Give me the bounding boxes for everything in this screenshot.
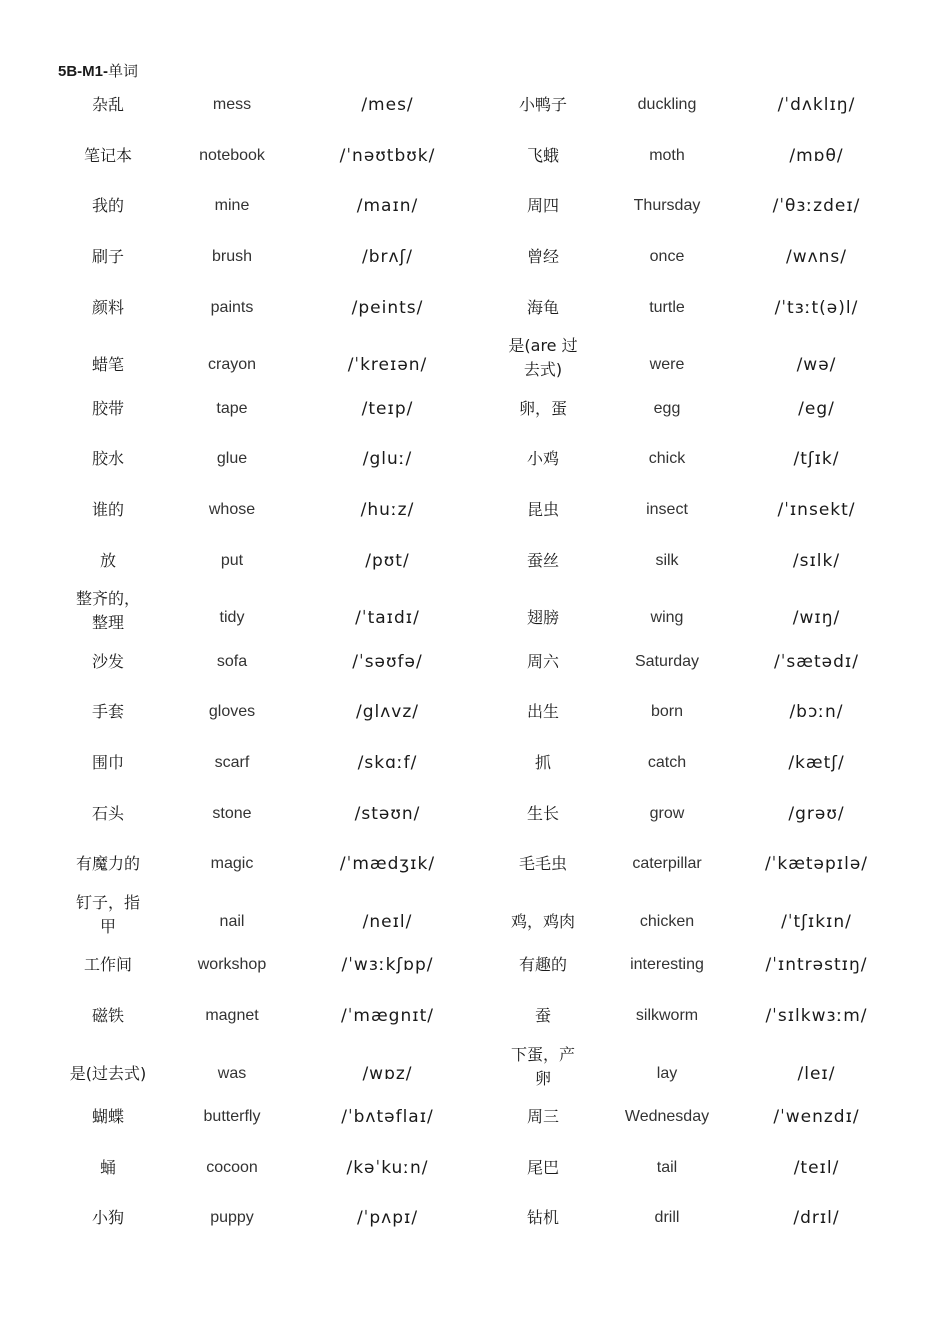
chinese-meaning-right-text: 翅膀 xyxy=(526,608,559,628)
english-word-right-text: Wednesday xyxy=(624,1108,710,1126)
chinese-meaning-text: 整齐的，整理 xyxy=(75,589,140,633)
english-word-right-text: lay xyxy=(656,1064,678,1082)
chinese-meaning xyxy=(46,890,170,941)
phonetic-text: /neɪl/ xyxy=(362,911,413,932)
english-word-right-text: born xyxy=(650,703,684,721)
chinese-meaning-right-text: 有趣的 xyxy=(518,955,567,975)
english-word-right-text: tail xyxy=(656,1158,678,1176)
english-word-text: stone xyxy=(212,804,252,822)
english-word-text: magnet xyxy=(205,1006,259,1024)
english-word-right xyxy=(605,1193,729,1244)
table-row xyxy=(46,940,904,991)
english-word xyxy=(170,1092,294,1143)
english-word-right-text: chicken xyxy=(639,912,695,930)
table-row xyxy=(46,80,904,131)
chinese-meaning-right-text: 蚕丝 xyxy=(526,550,559,570)
chinese-meaning-right xyxy=(481,485,605,536)
table-row xyxy=(46,586,904,637)
chinese-meaning-right-text: 下蛋，产卵 xyxy=(510,1044,575,1088)
chinese-meaning xyxy=(46,232,170,283)
english-word-right xyxy=(605,788,729,839)
phonetic-right-text: /tʃɪk/ xyxy=(793,449,840,470)
phonetic xyxy=(294,1034,481,1099)
english-word-right xyxy=(605,637,729,688)
english-word-right-text: Thursday xyxy=(633,197,701,215)
phonetic-right xyxy=(729,181,904,232)
chinese-meaning-text: 钉子，指甲 xyxy=(75,892,140,936)
chinese-meaning xyxy=(46,1142,170,1193)
english-word-right xyxy=(605,883,729,948)
english-word-text: whose xyxy=(208,501,256,519)
phonetic xyxy=(294,485,481,536)
chinese-meaning-right-text: 小鸡 xyxy=(526,449,559,469)
phonetic-right-text: /sɪlk/ xyxy=(792,550,841,571)
chinese-meaning xyxy=(46,485,170,536)
phonetic-right-text: /ˈdʌklɪŋ/ xyxy=(777,95,856,116)
english-word-right xyxy=(605,579,729,644)
phonetic-right-text: /grəʊ/ xyxy=(788,803,845,824)
phonetic xyxy=(294,384,481,435)
english-word-right-text: insect xyxy=(646,501,688,519)
english-word xyxy=(170,384,294,435)
chinese-meaning-right xyxy=(481,1092,605,1143)
chinese-meaning-right-text: 周六 xyxy=(526,651,559,671)
table-row xyxy=(46,485,904,536)
chinese-meaning xyxy=(46,181,170,232)
chinese-meaning-right-text: 抓 xyxy=(534,753,551,773)
chinese-meaning-text: 蜡笔 xyxy=(91,355,124,375)
phonetic-right-text: /kætʃ/ xyxy=(788,753,845,774)
english-word-right-text: once xyxy=(649,248,685,266)
english-word-text: paints xyxy=(210,298,254,316)
chinese-meaning-text: 工作间 xyxy=(83,955,132,975)
phonetic xyxy=(294,80,481,131)
table-row xyxy=(46,788,904,839)
phonetic-right xyxy=(729,1034,904,1099)
chinese-meaning-text: 沙发 xyxy=(91,651,124,671)
chinese-meaning xyxy=(46,131,170,182)
phonetic-text: /ˈnəʊtbʊk/ xyxy=(339,145,436,166)
english-word-right-text: silk xyxy=(655,551,679,569)
chinese-meaning-text: 颜料 xyxy=(91,297,124,317)
english-word-right xyxy=(605,80,729,131)
table-row xyxy=(46,333,904,384)
chinese-meaning xyxy=(46,434,170,485)
english-word-text: brush xyxy=(211,248,253,266)
chinese-meaning xyxy=(46,535,170,586)
chinese-meaning xyxy=(46,788,170,839)
english-word-text: nail xyxy=(219,912,245,930)
phonetic-text: /mes/ xyxy=(361,95,414,116)
english-word-right-text: interesting xyxy=(630,956,704,974)
english-word-right-text: silkworm xyxy=(635,1006,699,1024)
phonetic-right xyxy=(729,485,904,536)
english-word xyxy=(170,485,294,536)
chinese-meaning-text: 笔记本 xyxy=(83,145,132,165)
phonetic-right-text: /wɪŋ/ xyxy=(792,608,841,629)
table-row xyxy=(46,1142,904,1193)
page-title-label: 单词 xyxy=(108,62,139,80)
english-word xyxy=(170,181,294,232)
english-word xyxy=(170,883,294,948)
chinese-meaning-right xyxy=(481,181,605,232)
phonetic-right-text: /teɪl/ xyxy=(793,1157,840,1178)
chinese-meaning-right xyxy=(481,232,605,283)
vocab-table xyxy=(46,80,904,1244)
chinese-meaning-text: 手套 xyxy=(91,702,124,722)
phonetic xyxy=(294,434,481,485)
chinese-meaning xyxy=(46,839,170,890)
chinese-meaning-text: 有魔力的 xyxy=(75,854,140,874)
english-word-right xyxy=(605,687,729,738)
chinese-meaning-right xyxy=(481,131,605,182)
english-word-text: tidy xyxy=(219,609,245,627)
phonetic-text: /kəˈkuːn/ xyxy=(346,1157,429,1178)
chinese-meaning-right-text: 钻机 xyxy=(526,1208,559,1228)
chinese-meaning-text: 刷子 xyxy=(91,247,124,267)
table-row xyxy=(46,1041,904,1092)
table-row xyxy=(46,384,904,435)
phonetic-right-text: /eg/ xyxy=(798,398,835,419)
phonetic-text: /ˈtaɪdɪ/ xyxy=(355,608,420,629)
english-word-right-text: duckling xyxy=(637,96,697,114)
chinese-meaning-text: 杂乱 xyxy=(91,95,124,115)
english-word-right xyxy=(605,485,729,536)
phonetic xyxy=(294,1092,481,1143)
page-title-code: 5B-M1- xyxy=(58,63,109,80)
phonetic-text: /ˈmædʒɪk/ xyxy=(339,854,436,875)
chinese-meaning xyxy=(46,1034,170,1099)
english-word-right xyxy=(605,1142,729,1193)
english-word xyxy=(170,687,294,738)
phonetic xyxy=(294,131,481,182)
english-word-right-text: turtle xyxy=(649,298,685,316)
phonetic xyxy=(294,687,481,738)
chinese-meaning-text: 围巾 xyxy=(91,753,124,773)
english-word-text: scarf xyxy=(214,754,250,772)
chinese-meaning xyxy=(46,326,170,391)
phonetic-text: /ˈbʌtəflaɪ/ xyxy=(341,1107,434,1128)
english-word-text: puppy xyxy=(210,1209,254,1227)
chinese-meaning-right-text: 出生 xyxy=(526,702,559,722)
chinese-meaning-right-text: 小鸭子 xyxy=(518,95,567,115)
phonetic-text: /brʌʃ/ xyxy=(361,247,413,268)
phonetic xyxy=(294,181,481,232)
chinese-meaning-text: 石头 xyxy=(91,803,124,823)
phonetic xyxy=(294,1193,481,1244)
phonetic-right-text: /mɒθ/ xyxy=(789,145,844,166)
phonetic xyxy=(294,940,481,991)
phonetic-text: /ˈpʌpɪ/ xyxy=(356,1208,419,1229)
chinese-meaning-right xyxy=(481,434,605,485)
chinese-meaning xyxy=(46,586,170,637)
phonetic-text: /ˈsəʊfə/ xyxy=(352,651,423,672)
chinese-meaning-right-text: 昆虫 xyxy=(526,500,559,520)
chinese-meaning-text: 是(过去式) xyxy=(69,1063,147,1083)
english-word-text: sofa xyxy=(216,652,248,670)
phonetic-text: /maɪn/ xyxy=(356,196,419,217)
phonetic-right-text: /ˈkætəpɪlə/ xyxy=(764,854,869,875)
phonetic xyxy=(294,232,481,283)
phonetic-right xyxy=(729,637,904,688)
phonetic-right-text: /ˈθɜːzdeɪ/ xyxy=(772,196,861,217)
english-word-text: mess xyxy=(212,96,252,114)
english-word-right-text: drill xyxy=(654,1209,680,1227)
chinese-meaning-text: 谁的 xyxy=(91,500,124,520)
english-word xyxy=(170,579,294,644)
english-word xyxy=(170,80,294,131)
phonetic-text: /ˈkreɪən/ xyxy=(347,355,428,376)
english-word-text: tape xyxy=(216,399,248,417)
english-word-right xyxy=(605,326,729,391)
english-word-right-text: egg xyxy=(653,399,681,417)
english-word-right-text: catch xyxy=(647,754,687,772)
phonetic-right xyxy=(729,80,904,131)
chinese-meaning-right xyxy=(481,738,605,789)
chinese-meaning-text: 胶带 xyxy=(91,398,124,418)
english-word-right xyxy=(605,181,729,232)
phonetic xyxy=(294,326,481,391)
phonetic-right xyxy=(729,232,904,283)
phonetic-right-text: /wə/ xyxy=(796,355,837,376)
chinese-meaning-right-text: 飞蛾 xyxy=(526,145,559,165)
english-word-right xyxy=(605,131,729,182)
english-word-right-text: Saturday xyxy=(634,652,700,670)
english-word-text: gloves xyxy=(208,703,256,721)
phonetic-right xyxy=(729,434,904,485)
chinese-meaning-right xyxy=(481,579,605,644)
chinese-meaning-right xyxy=(481,1041,605,1092)
table-row xyxy=(46,738,904,789)
phonetic-text: /ˈmægnɪt/ xyxy=(341,1005,434,1026)
chinese-meaning-right-text: 周四 xyxy=(526,196,559,216)
table-row xyxy=(46,131,904,182)
phonetic xyxy=(294,788,481,839)
english-word-right-text: chick xyxy=(648,450,686,468)
chinese-meaning xyxy=(46,637,170,688)
phonetic-right-text: /wʌns/ xyxy=(785,247,848,268)
phonetic-right xyxy=(729,788,904,839)
phonetic-text: /gluː/ xyxy=(362,449,413,470)
chinese-meaning-right-text: 毛毛虫 xyxy=(518,854,567,874)
chinese-meaning-text: 磁铁 xyxy=(91,1005,124,1025)
chinese-meaning-right-text: 曾经 xyxy=(526,247,559,267)
phonetic-text: /peints/ xyxy=(351,297,424,318)
english-word xyxy=(170,326,294,391)
chinese-meaning-right-text: 鸡，鸡肉 xyxy=(510,911,575,931)
english-word-text: workshop xyxy=(197,956,267,974)
table-row xyxy=(46,1092,904,1143)
table-row xyxy=(46,434,904,485)
english-word-right xyxy=(605,1092,729,1143)
phonetic-right-text: /ˈtʃɪkɪn/ xyxy=(781,911,852,932)
chinese-meaning xyxy=(46,80,170,131)
chinese-meaning-right xyxy=(481,991,605,1042)
phonetic xyxy=(294,579,481,644)
chinese-meaning-right xyxy=(481,788,605,839)
chinese-meaning xyxy=(46,1193,170,1244)
table-row xyxy=(46,890,904,941)
english-word xyxy=(170,940,294,991)
chinese-meaning-right-text: 尾巴 xyxy=(526,1157,559,1177)
table-row xyxy=(46,181,904,232)
chinese-meaning-text: 蝴蝶 xyxy=(91,1107,124,1127)
chinese-meaning-right xyxy=(481,333,605,384)
english-word xyxy=(170,1142,294,1193)
phonetic-text: /ˈwɜːkʃɒp/ xyxy=(341,955,434,976)
phonetic xyxy=(294,637,481,688)
phonetic-right xyxy=(729,1193,904,1244)
phonetic-text: /skɑːf/ xyxy=(357,753,418,774)
english-word-text: put xyxy=(220,551,244,569)
phonetic xyxy=(294,883,481,948)
chinese-meaning-right-text: 蚕 xyxy=(534,1005,551,1025)
chinese-meaning-right xyxy=(481,384,605,435)
chinese-meaning-right xyxy=(481,940,605,991)
english-word xyxy=(170,434,294,485)
english-word xyxy=(170,738,294,789)
chinese-meaning-text: 我的 xyxy=(91,196,124,216)
phonetic-text: /stəʊn/ xyxy=(354,803,421,824)
chinese-meaning-right-text: 海龟 xyxy=(526,297,559,317)
chinese-meaning-text: 放 xyxy=(99,550,116,570)
chinese-meaning xyxy=(46,687,170,738)
phonetic-right xyxy=(729,1092,904,1143)
phonetic-right-text: /ˈsɪlkwɜːm/ xyxy=(765,1005,868,1026)
english-word-text: glue xyxy=(216,450,248,468)
english-word-text: notebook xyxy=(199,146,265,164)
chinese-meaning-right xyxy=(481,1193,605,1244)
english-word-right xyxy=(605,940,729,991)
phonetic-right-text: /ˈtɜːt(ə)l/ xyxy=(774,297,859,318)
english-word-text: butterfly xyxy=(203,1108,261,1126)
english-word xyxy=(170,788,294,839)
english-word-right xyxy=(605,232,729,283)
chinese-meaning-right xyxy=(481,687,605,738)
phonetic-right xyxy=(729,384,904,435)
chinese-meaning-text: 胶水 xyxy=(91,449,124,469)
phonetic-right xyxy=(729,1142,904,1193)
english-word-right xyxy=(605,1034,729,1099)
english-word-right-text: caterpillar xyxy=(632,855,702,873)
table-row xyxy=(46,637,904,688)
phonetic-right-text: /bɔːn/ xyxy=(789,702,844,723)
chinese-meaning-right xyxy=(481,1142,605,1193)
chinese-meaning-right xyxy=(481,80,605,131)
table-row xyxy=(46,687,904,738)
phonetic-text: /glʌvz/ xyxy=(355,702,419,723)
phonetic-right xyxy=(729,131,904,182)
english-word-right xyxy=(605,434,729,485)
chinese-meaning-right xyxy=(481,282,605,333)
phonetic-right xyxy=(729,579,904,644)
chinese-meaning-right-text: 周三 xyxy=(526,1107,559,1127)
phonetic-text: /pʊt/ xyxy=(365,550,410,571)
english-word-right-text: were xyxy=(649,356,685,374)
phonetic-right xyxy=(729,883,904,948)
table-row xyxy=(46,1193,904,1244)
english-word-text: cocoon xyxy=(206,1158,258,1176)
phonetic-right-text: /ˈsætədɪ/ xyxy=(774,651,859,672)
chinese-meaning-right-text: 卵，蛋 xyxy=(518,398,567,418)
english-word-text: crayon xyxy=(207,356,257,374)
phonetic-text: /teɪp/ xyxy=(361,398,414,419)
chinese-meaning-right xyxy=(481,883,605,948)
chinese-meaning xyxy=(46,384,170,435)
english-word-right xyxy=(605,384,729,435)
english-word-right-text: wing xyxy=(650,609,684,627)
chinese-meaning xyxy=(46,1092,170,1143)
phonetic-right-text: /drɪl/ xyxy=(793,1208,840,1229)
phonetic-right-text: /ˈwenzdɪ/ xyxy=(773,1107,860,1128)
english-word-text: was xyxy=(217,1064,247,1082)
chinese-meaning xyxy=(46,940,170,991)
chinese-meaning-text: 小狗 xyxy=(91,1208,124,1228)
phonetic-right xyxy=(729,738,904,789)
english-word-right-text: moth xyxy=(649,146,685,164)
phonetic-right-text: /leɪ/ xyxy=(797,1063,836,1084)
chinese-meaning-right-text: 是(are 过去式) xyxy=(508,336,578,380)
table-row xyxy=(46,232,904,283)
chinese-meaning-right xyxy=(481,637,605,688)
phonetic-text: /huːz/ xyxy=(360,500,415,521)
phonetic xyxy=(294,1142,481,1193)
english-word xyxy=(170,1034,294,1099)
english-word xyxy=(170,637,294,688)
phonetic-right-text: /ˈɪntrəstɪŋ/ xyxy=(765,955,868,976)
english-word xyxy=(170,232,294,283)
phonetic-right xyxy=(729,326,904,391)
chinese-meaning-text: 蛹 xyxy=(99,1157,116,1177)
english-word xyxy=(170,1193,294,1244)
chinese-meaning xyxy=(46,738,170,789)
english-word-right-text: grow xyxy=(649,804,685,822)
phonetic-right xyxy=(729,687,904,738)
phonetic-text: /wɒz/ xyxy=(362,1063,413,1084)
english-word-text: mine xyxy=(214,197,250,215)
english-word xyxy=(170,131,294,182)
phonetic xyxy=(294,738,481,789)
chinese-meaning-right-text: 生长 xyxy=(526,803,559,823)
english-word-text: magic xyxy=(210,855,254,873)
phonetic-right xyxy=(729,940,904,991)
phonetic-right-text: /ˈɪnsekt/ xyxy=(777,500,856,521)
english-word-right xyxy=(605,738,729,789)
